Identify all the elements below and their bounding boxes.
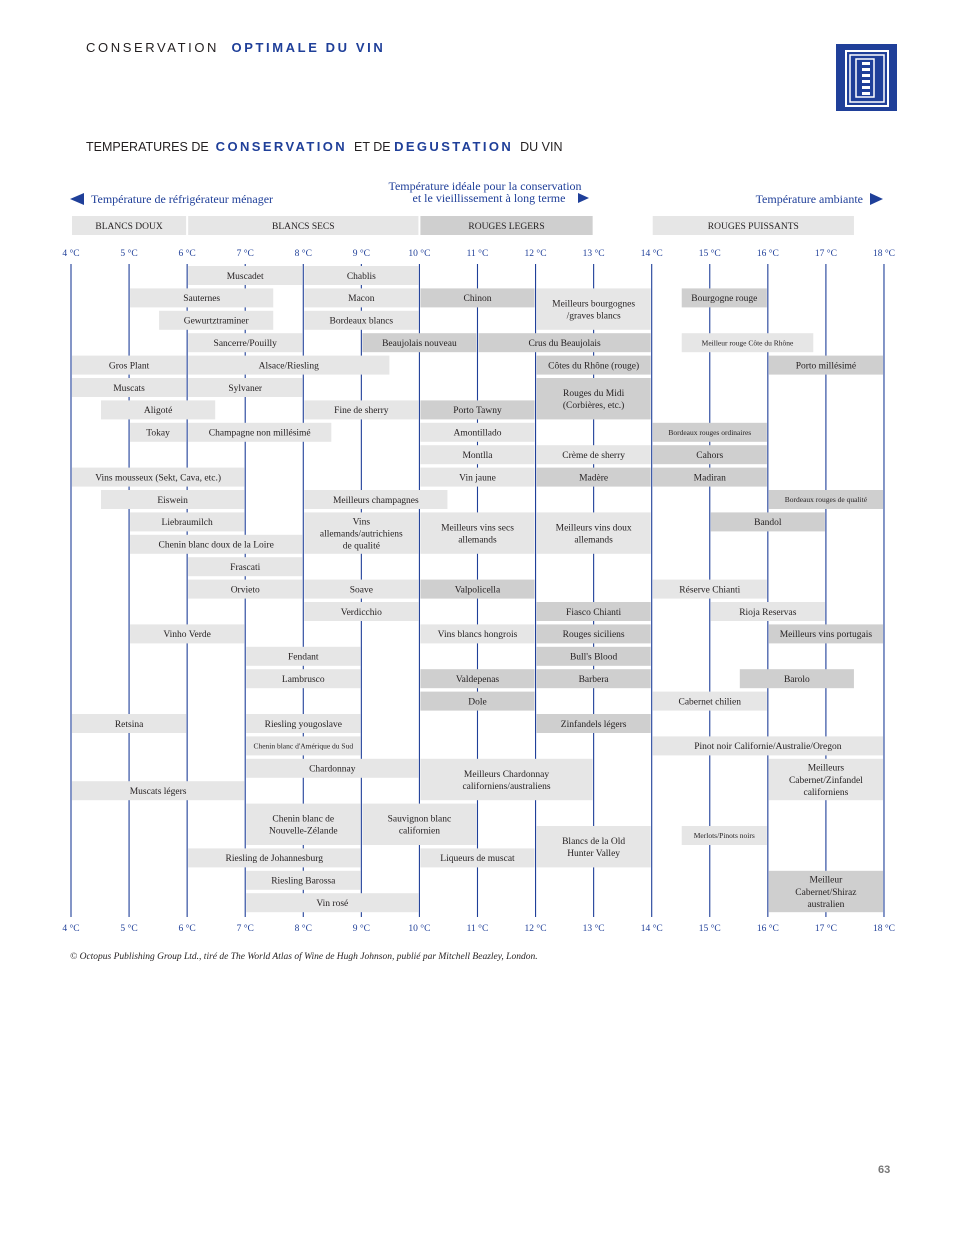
tick-label: 15 °C [698, 249, 721, 259]
wine-bar [246, 647, 360, 666]
wine-bar [130, 512, 244, 531]
wine-label: Muscadet [226, 271, 264, 282]
wine-bar [653, 423, 767, 442]
wine-label: Muscats légers [129, 787, 187, 798]
wine-bar [537, 624, 651, 643]
footnote: © Octopus Publishing Group Ltd., tiré de The World Atlas of Wine de Hugh Johnson, publié par Mitchell Beazley, London. [70, 952, 538, 962]
wine-bar [653, 445, 767, 464]
wine-bar [420, 692, 534, 711]
wine-bar [537, 826, 651, 867]
wine-bar [711, 512, 825, 531]
wine-label: Sancerre/Pouilly [213, 339, 277, 350]
wine-bar [304, 400, 418, 419]
wine-label: Meilleurs Chardonnay [463, 769, 550, 780]
wine-label: Soave [349, 585, 373, 596]
wine-label: Cabernet/Shiraz [795, 887, 857, 898]
wine-bar [537, 512, 651, 553]
wine-label: (Corbières, etc.) [562, 401, 625, 412]
wine-bar [304, 602, 418, 621]
wine-label: Valpolicella [454, 585, 501, 596]
wine-label: Chablis [346, 271, 376, 282]
tick-label: 16 °C [756, 249, 779, 259]
wine-label: Chenin blanc doux de la Loire [158, 540, 274, 551]
wine-bar [420, 468, 534, 487]
wine-label: Montlla [462, 451, 493, 462]
wine-label: australien [807, 899, 845, 910]
wine-bar [188, 356, 389, 375]
legend-center-line1: Température idéale pour la conservation [388, 179, 582, 193]
wine-label: Vins [352, 517, 371, 528]
wine-label: Dole [468, 697, 487, 708]
wine-label: Meilleurs champagnes [332, 495, 419, 506]
category-label: ROUGES PUISSANTS [707, 222, 799, 232]
tick-label: 10 °C [408, 249, 431, 259]
tick-label: 11 °C [466, 249, 489, 259]
wine-label: Alsace/Riesling [258, 361, 319, 372]
legend-center-line2: et le vieillissement à long terme [412, 191, 566, 205]
wine-label: Sauternes [183, 294, 221, 305]
wine-label: Gros Plant [108, 361, 150, 372]
tick-label: 14 °C [640, 924, 663, 934]
wine-label: Côtes du Rhône (rouge) [548, 361, 640, 372]
tick-label: 17 °C [814, 249, 837, 259]
tick-label: 8 °C [294, 924, 312, 934]
wine-label: Lambrusco [281, 675, 325, 686]
wine-bar [304, 288, 418, 307]
wine-label: Bandol [754, 518, 782, 529]
wine-bar [653, 580, 767, 599]
wine-bar [420, 759, 592, 800]
wine-label: Fendant [287, 652, 319, 663]
arrow-right-icon [870, 193, 883, 205]
wine-bar [682, 333, 814, 352]
wine-label: Chardonnay [309, 764, 356, 775]
wine-label: Cabernet/Zinfandel [788, 775, 863, 786]
wine-bar [304, 580, 418, 599]
wine-label: Amontillado [453, 428, 502, 439]
tick-label: 9 °C [352, 249, 370, 259]
wine-label: Bull's Blood [569, 652, 618, 663]
wine-label: Cahors [696, 451, 724, 462]
wine-label: Pinot noir Californie/Australie/Oregon [694, 742, 842, 753]
wine-label: Meilleur [809, 875, 843, 886]
tick-label: 17 °C [814, 924, 837, 934]
wine-bar [188, 266, 302, 285]
wine-label: Fine de sherry [334, 406, 389, 417]
wine-label: Nouvelle-Zélande [268, 826, 338, 837]
wine-label: Barbera [578, 675, 609, 686]
wine-label: Crus du Beaujolais [528, 339, 601, 350]
wine-label: Meilleurs vins portugais [779, 630, 873, 641]
wine-bar [537, 445, 651, 464]
wine-bar [769, 759, 883, 800]
wine-label: Beaujolais nouveau [382, 339, 457, 350]
tick-label: 18 °C [872, 924, 895, 934]
wine-bar [101, 400, 215, 419]
wine-label: Bourgogne rouge [691, 294, 758, 305]
wine-label: californiens [803, 787, 849, 798]
wine-label: Madiran [693, 473, 726, 484]
wine-bar [72, 714, 186, 733]
tick-label: 10 °C [408, 924, 431, 934]
wine-bar [420, 445, 534, 464]
legend-left: Température de réfrigérateur ménager [91, 192, 274, 206]
wine-label: Rioja Reservas [739, 607, 797, 618]
wine-label: allemands [458, 535, 497, 546]
wine-label: Liebraumilch [161, 518, 213, 529]
wine-label: Merlots/Pinots noirs [693, 831, 755, 841]
tick-label: 7 °C [236, 249, 254, 259]
wine-label: /graves blancs [566, 311, 621, 322]
wine-bar [420, 288, 534, 307]
wine-label: de qualité [342, 541, 380, 552]
wine-bar [420, 400, 534, 419]
wine-bar [304, 311, 418, 330]
tick-label: 16 °C [756, 924, 779, 934]
wine-bar [246, 669, 360, 688]
wine-bar [537, 288, 651, 329]
wine-bar [188, 848, 360, 867]
tick-label: 7 °C [236, 924, 254, 934]
tick-label: 5 °C [120, 924, 138, 934]
wine-label: Sylvaner [228, 383, 263, 394]
tick-label: 12 °C [524, 249, 547, 259]
wine-label: Vinho Verde [163, 630, 211, 641]
wine-bar [420, 848, 534, 867]
tick-label: 12 °C [524, 924, 547, 934]
wine-bar [188, 423, 331, 442]
legend-right: Température ambiante [755, 192, 863, 206]
wine-label: Frascati [230, 563, 261, 574]
wine-bar [72, 356, 186, 375]
wine-label: Réserve Chianti [679, 585, 741, 596]
wine-bar [362, 804, 476, 845]
wine-label: Hunter Valley [567, 849, 621, 860]
subtitle-degustation: DEGUSTATION [394, 139, 514, 154]
wine-bar [478, 333, 650, 352]
wine-bar [72, 781, 244, 800]
wine-label: Bordeaux blancs [329, 316, 394, 327]
wine-label: Macon [348, 294, 375, 305]
wine-bar [682, 826, 767, 845]
wine-label: Barolo [783, 675, 810, 686]
wine-label: Muscats [113, 383, 145, 394]
wine-label: Liqueurs de muscat [440, 854, 515, 865]
wine-label: allemands [574, 535, 613, 546]
wine-label: Verdicchio [340, 607, 382, 618]
wine-bar [72, 468, 244, 487]
wine-label: Aligoté [143, 406, 173, 417]
wine-bar [304, 512, 418, 553]
tick-label: 6 °C [178, 249, 196, 259]
wine-label: Meilleur rouge Côte du Rhône [701, 338, 794, 348]
subtitle-part-3: ET DE [353, 140, 391, 154]
wine-label: Sauvignon blanc [387, 814, 452, 825]
wine-bar [130, 535, 302, 554]
wine-bar [246, 736, 360, 755]
wine-bar [420, 512, 534, 553]
wine-label: Rouges siciliens [562, 630, 625, 641]
wine-bar [246, 871, 360, 890]
wine-bar [420, 669, 534, 688]
subtitle-part-5: DU VIN [520, 140, 563, 154]
wine-label: Zinfandels légers [560, 719, 627, 730]
wine-bar [130, 288, 273, 307]
wine-label: Bordeaux rouges de qualité [784, 495, 868, 505]
wine-bar [188, 580, 302, 599]
wine-bar [304, 490, 447, 509]
wine-label: Meilleurs vins doux [555, 523, 632, 534]
wine-bar [537, 356, 651, 375]
wine-label: Retsina [114, 719, 144, 730]
tick-label: 6 °C [178, 924, 196, 934]
wine-bar [130, 624, 244, 643]
wine-bar [420, 423, 534, 442]
wine-label: Porto millésimé [795, 361, 857, 372]
tick-label: 8 °C [294, 249, 312, 259]
wine-label: Valdepenas [455, 675, 500, 686]
tick-label: 13 °C [582, 924, 605, 934]
wine-bar [246, 804, 360, 845]
tick-label: 13 °C [582, 249, 605, 259]
wine-label: californien [398, 826, 440, 837]
wine-bar [188, 557, 302, 576]
category-label: BLANCS DOUX [95, 222, 163, 232]
subtitle-conservation: CONSERVATION [215, 139, 348, 154]
wine-label: Chinon [463, 294, 492, 305]
wine-label: Porto Tawny [453, 406, 502, 417]
wine-bar [653, 736, 883, 755]
wine-label: Fiasco Chianti [566, 607, 622, 618]
header-prefix: CONSERVATION [86, 40, 220, 55]
wine-label: Orvieto [230, 585, 260, 596]
wine-label: allemands/autrichiens [319, 529, 403, 540]
wine-label: Eiswein [157, 495, 188, 506]
wine-bar [188, 378, 302, 397]
wine-bar [246, 759, 418, 778]
wine-bar [537, 468, 651, 487]
wine-bar [537, 378, 651, 419]
wine-label: californiens/australiens [462, 781, 551, 792]
wine-bar [537, 647, 651, 666]
wine-bar [537, 714, 651, 733]
wine-label: Riesling de Johannesburg [225, 854, 323, 865]
wine-bar [101, 490, 244, 509]
category-label: BLANCS SECS [271, 222, 335, 232]
wine-label: Chenin blanc de [272, 814, 335, 825]
arrow-right-icon [578, 193, 589, 203]
wine-bar [420, 580, 534, 599]
wine-bar [653, 468, 767, 487]
wine-label: Crème de sherry [562, 451, 626, 462]
wine-label: Vin jaune [459, 473, 496, 484]
tick-label: 5 °C [120, 249, 138, 259]
wine-label: Riesling Barossa [271, 876, 336, 887]
tick-label: 4 °C [62, 249, 80, 259]
wine-bar [682, 288, 767, 307]
category-label: ROUGES LEGERS [468, 222, 545, 232]
wine-label: Chenin blanc d'Amérique du Sud [253, 741, 354, 751]
wine-label: Meilleurs [807, 763, 845, 774]
wine-bar [711, 602, 825, 621]
wine-label: Meilleurs bourgognes [552, 299, 636, 310]
wine-bar [740, 669, 854, 688]
wine-bar [188, 333, 302, 352]
wine-bar [304, 266, 418, 285]
wine-bar [130, 423, 186, 442]
wine-bar [769, 624, 883, 643]
wine-bar [362, 333, 476, 352]
wine-label: Blancs de la Old [562, 836, 626, 847]
wine-bar [420, 624, 534, 643]
wine-label: Vins mousseux (Sekt, Cava, etc.) [95, 473, 222, 484]
wine-bar [246, 714, 360, 733]
wine-bar [653, 692, 767, 711]
wine-label: Champagne non millésimé [208, 428, 311, 439]
tick-label: 9 °C [352, 924, 370, 934]
wine-bar [537, 602, 651, 621]
wine-label: Gewurtztraminer [183, 316, 249, 327]
wine-label: Rouges du Midi [563, 388, 625, 399]
header-highlight: OPTIMALE DU VIN [231, 40, 386, 55]
wine-bar [159, 311, 273, 330]
wine-bar [537, 669, 651, 688]
wine-bar [769, 356, 883, 375]
wine-label: Riesling yougoslave [264, 719, 342, 730]
wine-label: Meilleurs vins secs [441, 523, 514, 534]
wine-bar [769, 490, 883, 509]
tick-label: 14 °C [640, 249, 663, 259]
wine-label: Bordeaux rouges ordinaires [668, 427, 752, 437]
tick-label: 4 °C [62, 924, 80, 934]
wine-bar [246, 893, 418, 912]
tick-label: 11 °C [466, 924, 489, 934]
page-number: 63 [878, 1164, 891, 1176]
wine-label: Tokay [146, 428, 170, 439]
arrow-left-icon [70, 193, 84, 205]
wine-label: Vin rosé [316, 899, 349, 910]
wine-bar [769, 871, 883, 912]
wine-label: Vins blancs hongrois [437, 630, 518, 641]
wine-bar [72, 378, 186, 397]
tick-label: 18 °C [872, 249, 895, 259]
subtitle-part-1: TEMPERATURES DE [86, 140, 209, 154]
tick-label: 15 °C [698, 924, 721, 934]
wine-label: Cabernet chilien [678, 697, 742, 708]
wine-label: Madère [579, 473, 609, 484]
